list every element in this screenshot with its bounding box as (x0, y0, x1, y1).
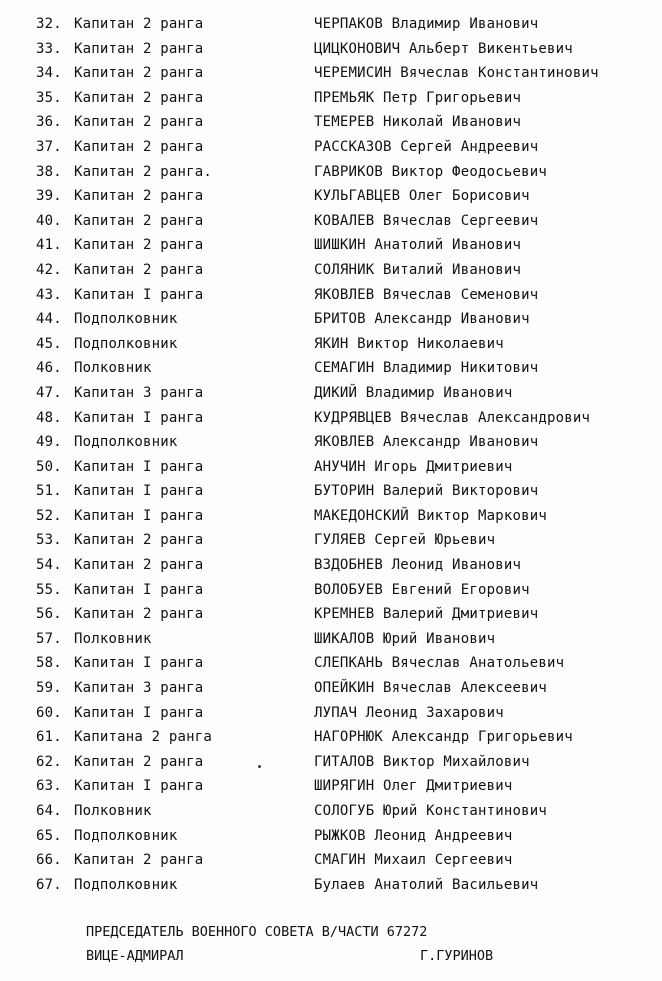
personnel-list (36, 12, 656, 897)
list-item (36, 455, 656, 480)
signature-block (86, 920, 626, 968)
entry-rank: Подполковник (74, 311, 178, 328)
list-item (36, 135, 656, 160)
entry-number: 36. (36, 114, 62, 131)
entry-number: 66. (36, 852, 62, 869)
entry-name: ШИШКИН Анатолий Иванович (314, 237, 522, 254)
footer-signer-line (86, 944, 626, 968)
entry-name: ГИТАЛОВ Виктор Михайлович (314, 753, 530, 770)
entry-name: Булаев Анатолий Васильевич (314, 876, 539, 893)
entry-number: 39. (36, 188, 62, 205)
list-item (36, 86, 656, 111)
entry-rank: Капитан 2 ранга (74, 138, 204, 155)
entry-number: 45. (36, 335, 62, 352)
entry-number: 38. (36, 163, 62, 180)
list-item (36, 824, 656, 849)
entry-name: КУЛЬГАВЦЕВ Олег Борисович (314, 188, 530, 205)
entry-rank: Капитан 2 ранга (74, 40, 204, 57)
entry-name: ЯКИН Виктор Николаевич (314, 335, 504, 352)
entry-number: 55. (36, 581, 62, 598)
entry-number: 53. (36, 532, 62, 549)
list-item (36, 307, 656, 332)
entry-name: ТЕМЕРЕВ Николай Иванович (314, 114, 522, 131)
list-item (36, 750, 656, 775)
entry-name: НАГОРНЮК Александр Григорьевич (314, 729, 573, 746)
entry-rank: Капитан 2 ранга (74, 188, 204, 205)
list-item (36, 184, 656, 209)
entry-rank: Полковник (74, 360, 152, 377)
entry-number: 56. (36, 606, 62, 623)
entry-number: 50. (36, 458, 62, 475)
entry-number: 63. (36, 778, 62, 795)
paper-speck (258, 765, 261, 768)
entry-number: 41. (36, 237, 62, 254)
entry-number: 59. (36, 680, 62, 697)
list-item (36, 233, 656, 258)
entry-rank: Капитан 2 ранга (74, 237, 204, 254)
entry-name: КУДРЯВЦЕВ Вячеслав Александрович (314, 409, 591, 426)
entry-rank: Капитан I ранга (74, 778, 204, 795)
list-item (36, 430, 656, 455)
entry-name: БУТОРИН Валерий Викторович (314, 483, 539, 500)
list-item (36, 701, 656, 726)
entry-rank: Капитан 2 ранга (74, 852, 204, 869)
list-item (36, 504, 656, 529)
list-item (36, 283, 656, 308)
list-item (36, 332, 656, 357)
entry-rank: Капитан 2 ранга (74, 65, 204, 82)
entry-name: ГАВРИКОВ Виктор Феодосьевич (314, 163, 547, 180)
entry-name: ЦИЦКОНОВИЧ Альберт Викентьевич (314, 40, 573, 57)
entry-rank: Капитан I ранга (74, 581, 204, 598)
list-item (36, 873, 656, 898)
entry-rank: Капитана 2 ранга (74, 729, 213, 746)
entry-name: ЧЕРЕМИСИН Вячеслав Константинович (314, 65, 599, 82)
entry-rank: Капитан I ранга (74, 458, 204, 475)
entry-rank: Капитан 3 ранга (74, 680, 204, 697)
entry-name: ЯКОВЛЕВ Вячеслав Семенович (314, 286, 539, 303)
entry-number: 58. (36, 655, 62, 672)
list-item (36, 209, 656, 234)
entry-rank: Капитан 2 ранга (74, 753, 204, 770)
entry-rank: Капитан 2 ранга (74, 261, 204, 278)
list-item (36, 406, 656, 431)
entry-name: ОПЕЙКИН Вячеслав Алексеевич (314, 680, 547, 697)
entry-rank: Капитан 2 ранга (74, 89, 204, 106)
list-item (36, 578, 656, 603)
list-item (36, 602, 656, 627)
entry-number: 60. (36, 704, 62, 721)
entry-rank: Капитан 2 ранга (74, 557, 204, 574)
council-chairman-title: ПРЕДСЕДАТЕЛЬ ВОЕННОГО СОВЕТА В/ЧАСТИ 67272 (86, 924, 428, 940)
list-item (36, 848, 656, 873)
entry-name: ГУЛЯЕВ Сергей Юрьевич (314, 532, 496, 549)
entry-number: 47. (36, 384, 62, 401)
entry-rank: Капитан I ранга (74, 704, 204, 721)
entry-name: ШИРЯГИН Олег Дмитриевич (314, 778, 513, 795)
entry-rank: Полковник (74, 803, 152, 819)
entry-name: ЯКОВЛЕВ Александр Иванович (314, 434, 539, 451)
list-item (36, 12, 656, 37)
entry-name: ШИКАЛОВ Юрий Иванович (314, 630, 496, 647)
footer-title-line (86, 920, 626, 944)
entry-name: СМАГИН Михаил Сергеевич (314, 852, 513, 869)
entry-name: ДИКИЙ Владимир Иванович (314, 384, 513, 401)
entry-name: ЧЕРПАКОВ Владимир Иванович (314, 16, 539, 32)
list-item (36, 61, 656, 86)
entry-rank: Полковник (74, 630, 152, 647)
entry-rank: Капитан 2 ранга. (74, 163, 213, 180)
entry-name: ЛУПАЧ Леонид Захарович (314, 704, 504, 721)
entry-rank: Подполковник (74, 876, 178, 893)
entry-number: 52. (36, 507, 62, 524)
signer-rank: ВИЦЕ-АДМИРАЛ (86, 948, 184, 964)
entry-rank: Капитан 2 ранга (74, 606, 204, 623)
entry-rank: Подполковник (74, 335, 178, 352)
entry-rank: Капитан I ранга (74, 507, 204, 524)
entry-rank: Капитан I ранга (74, 286, 204, 303)
entry-rank: Капитан 2 ранга (74, 114, 204, 131)
entry-number: 43. (36, 286, 62, 303)
entry-number: 57. (36, 630, 62, 647)
entry-name: КРЕМНЕВ Валерий Дмитриевич (314, 606, 539, 623)
entry-name: КОВАЛЕВ Вячеслав Сергеевич (314, 212, 539, 229)
entry-number: 32. (36, 16, 62, 32)
entry-number: 51. (36, 483, 62, 500)
entry-name: ВЗДОБНЕВ Леонид Иванович (314, 557, 522, 574)
entry-rank: Капитан 3 ранга (74, 384, 204, 401)
list-item (36, 110, 656, 135)
list-item (36, 651, 656, 676)
entry-number: 48. (36, 409, 62, 426)
entry-name: РАССКАЗОВ Сергей Андреевич (314, 138, 539, 155)
entry-name: СЛЕПКАНЬ Вячеслав Анатольевич (314, 655, 565, 672)
entry-rank: Подполковник (74, 434, 178, 451)
entry-rank: Подполковник (74, 827, 178, 844)
list-item (36, 627, 656, 652)
entry-number: 61. (36, 729, 62, 746)
entry-name: БРИТОВ Александр Иванович (314, 311, 530, 328)
list-item (36, 676, 656, 701)
entry-rank: Капитан I ранга (74, 655, 204, 672)
list-item (36, 725, 656, 750)
entry-name: АНУЧИН Игорь Дмитриевич (314, 458, 513, 475)
list-item (36, 774, 656, 799)
entry-number: 46. (36, 360, 62, 377)
list-item (36, 160, 656, 185)
entry-rank: Капитан 2 ранга (74, 532, 204, 549)
entry-name: ПРЕМЬЯК Петр Григорьевич (314, 89, 522, 106)
entry-name: СОЛОГУБ Юрий Константинович (314, 803, 547, 819)
list-item (36, 356, 656, 381)
entry-number: 34. (36, 65, 62, 82)
entry-number: 49. (36, 434, 62, 451)
list-item (36, 37, 656, 62)
entry-number: 35. (36, 89, 62, 106)
entry-number: 65. (36, 827, 62, 844)
entry-rank: Капитан 2 ранга (74, 212, 204, 229)
entry-number: 37. (36, 138, 62, 155)
list-item (36, 479, 656, 504)
entry-name: СОЛЯНИК Виталий Иванович (314, 261, 522, 278)
signer-name: Г.ГУРИНОВ (420, 948, 494, 964)
entry-number: 64. (36, 803, 62, 819)
entry-name: ВОЛОБУЕВ Евгений Егорович (314, 581, 530, 598)
list-item (36, 258, 656, 283)
entry-rank: Капитан I ранга (74, 483, 204, 500)
list-item (36, 528, 656, 553)
entry-name: РЫЖКОВ Леонид Андреевич (314, 827, 513, 844)
entry-number: 62. (36, 753, 62, 770)
entry-number: 40. (36, 212, 62, 229)
entry-name: СЕМАГИН Владимир Никитович (314, 360, 539, 377)
entry-number: 54. (36, 557, 62, 574)
list-item (36, 553, 656, 578)
entry-number: 33. (36, 40, 62, 57)
entry-number: 44. (36, 311, 62, 328)
entry-rank: Капитан 2 ранга (74, 16, 204, 32)
list-item (36, 381, 656, 406)
entry-number: 67. (36, 876, 62, 893)
entry-number: 42. (36, 261, 62, 278)
entry-rank: Капитан I ранга (74, 409, 204, 426)
entry-name: МАКЕДОНСКИЙ Виктор Маркович (314, 507, 547, 524)
list-item (36, 799, 656, 824)
